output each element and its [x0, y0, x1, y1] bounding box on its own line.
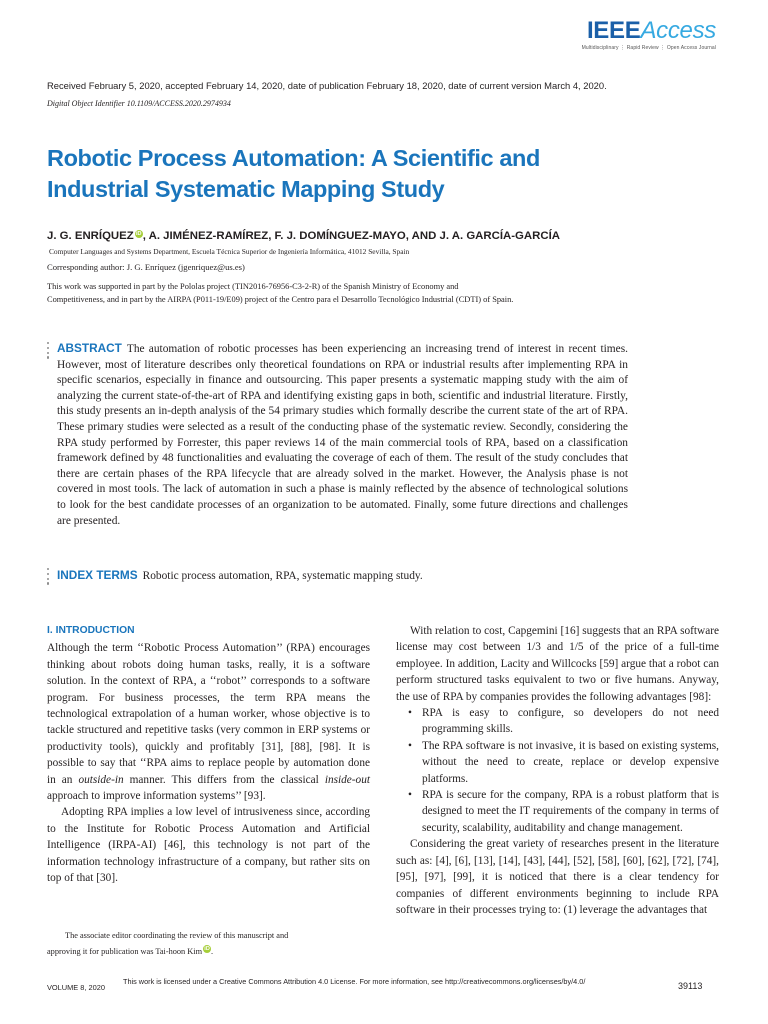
abstract-text: The automation of robotic processes has been experiencing an increasing trend of interest in recent times. However, most of literature describes only theoretical foundations on RPA or industrial results after implementing RPA in specific scenarios, especially in finance and outsourcing. This paper presents a systematic mapping study with the aim of analyzing the current state-of-the-art of RPA and identifying existing gaps in both, scientific and industrial literature. Firstly, this study presents an in-depth analysis of the 54 primary studies which formally describe the current state of the art of RPA. These primary studies were selected as a result of the conducting phase of the systematic review. Secondly, considering the RPA study performed by Forrester, this paper reviews 14 of the main commercial tools of RPA, based on a classification framework defined by 48 functionalities and evaluating the coverage of each of them. The result of the study concludes that there are certain phases of the RPA lifecycle that are already solved in the market. However, the Analysis phase is not covered in most tools. The lack of automation in such a phase is mainly reflected by the absence of technological solutions to look for the best candidate processes of an organization to be automated. Finally, some future directions and challenges are presented.: [57, 343, 628, 527]
intro-p1-emphasis-2: inside-out: [324, 773, 370, 786]
footnote-line-2: approving it for publication was Tai-hoon Kim iD.: [47, 946, 214, 957]
intro-paragraph-1: [47, 640, 370, 804]
intro-p1-part-c: approach to improve information systems’’ [93].: [47, 790, 266, 803]
affiliation: Computer Languages and Systems Department, Escuela Técnica Superior de Ingeniería Informática, 41012 Sevilla, Spain: [49, 247, 410, 256]
logo-ieee-text: IEEE: [586, 17, 641, 44]
index-terms-text: Robotic process automation, RPA, systematic mapping study.: [142, 570, 423, 582]
logo-access-text: Access: [640, 17, 716, 44]
editor-footnote: [47, 928, 370, 961]
funding-note: [47, 280, 647, 306]
left-column: [47, 623, 370, 887]
page-number: 39113: [678, 981, 703, 991]
index-terms-dots-icon: [47, 568, 50, 587]
authors: [47, 230, 560, 242]
right-paragraph-2: Considering the great variety of researches present in the literature such as: [4], [6], [13], [14], [43], [44], [52], [58], [60], [62], [72], [74], [95], [97], [99], it is noticed that there is a clear tendency for companies of different environments beginning to include RPA software in their processes trying to: (1) leverage the advantages that: [396, 838, 719, 916]
advantage-bullet: • RPA is easy to configure, so developers do not need programming skills.: [396, 705, 719, 738]
paper-title: [47, 143, 687, 205]
funding-line-2: Competitiveness, and in part by the AIRPA (P011-19/E09) project of the Centro para el Desarrollo Tecnológico Industrial (CDTI) of Spain.: [47, 295, 514, 304]
funding-line-1: This work was supported in part by the Pololas project (TIN2016-76956-C3-2-R) of the Spanish Ministry of Economy and: [47, 282, 459, 291]
license-note: This work is licensed under a Creative Commons Attribution 4.0 License. For more information, see http://creativecommons.org/licenses/by/4.0/: [123, 977, 586, 986]
right-paragraph-1: With relation to cost, Capgemini [16] suggests that an RPA software license may cost between 1/3 and 1/5 of the price of a full-time employee. In addition, Lacity and Willcocks [59] argue that a robot can perform structured tasks equivalent to two or five humans. Anyway, the use of RPA by companies provides the following advantages [98]:: [396, 625, 719, 703]
corresponding-author: Corresponding author: J. G. Enríquez (jgenriquez@us.es): [47, 262, 245, 272]
footnote-line-1: The associate editor coordinating the review of this manuscript and: [65, 931, 289, 940]
title-line-2: Industrial Systematic Mapping Study: [47, 176, 445, 202]
intro-p1-part-a: Although the term ‘‘Robotic Process Automation’’ (RPA) encourages thinking about robots doing human tasks, really, it is a software solution. In the context of RPA, a ‘‘robot’’ corresponds to a software program. For business processes, the term RPA means the technological extrapolation of a human worker, whose objective is to tackle structured and repetitive tasks (very common in ERP systems or productivity tools), quickly and profitably [31], [88], [98]. It is possible to say that ‘‘RPA aims to replace people by automation done in an: [47, 642, 370, 786]
received-dates: Received February 5, 2020, accepted February 14, 2020, date of publication February 18, 2020, date of current version March 4, 2020.: [47, 80, 607, 91]
footnote-line-2-text: approving it for publication was Tai-hoon Kim: [47, 947, 203, 957]
section-heading-introduction: I. INTRODUCTION: [47, 625, 135, 636]
title-line-1: Robotic Process Automation: A Scientific and: [47, 145, 540, 171]
doi: Digital Object Identifier 10.1109/ACCESS.2020.2974934: [47, 99, 231, 108]
intro-p1-emphasis-1: outside-in: [78, 773, 124, 786]
volume-label: VOLUME 8, 2020: [47, 983, 105, 992]
orcid-icon[interactable]: iD: [204, 946, 210, 953]
intro-p1-part-b: manner. This differs from the classical: [123, 773, 325, 786]
orcid-icon[interactable]: iD: [135, 231, 142, 237]
index-terms-label: INDEX TERMS: [57, 568, 138, 582]
abstract-label: ABSTRACT: [57, 341, 122, 355]
journal-logo: [582, 18, 716, 51]
intro-paragraph-2: Adopting RPA implies a low level of intrusiveness since, according to the Institute for Robotic Process Automation and Artificial Intelligence (IRPA-AI) [46], this technology is not part of the information technology infrastructure of a company, but rather sits on top of that [30].: [47, 806, 370, 885]
index-terms: [57, 567, 423, 584]
logo-tagline: Multidisciplinary ⋮ Rapid Review ⋮ Open Access Journal: [581, 45, 716, 51]
abstract: [57, 341, 628, 529]
advantage-bullet: • RPA is secure for the company, RPA is a robust platform that is designed to meet the IT requirements of the company in terms of security, scalability, auditability and change management.: [396, 787, 719, 836]
right-column: [396, 623, 719, 918]
advantage-bullet: • The RPA software is not invasive, it is based on existing systems, without the need to create, replace or develop expensive platforms.: [396, 738, 719, 787]
author-rest: , A. JIMÉNEZ-RAMÍREZ, F. J. DOMÍNGUEZ-MAYO, AND J. A. GARCÍA-GARCÍA: [142, 230, 560, 242]
author-first: J. G. ENRÍQUEZ: [47, 230, 134, 242]
abstract-dots-icon: [47, 342, 50, 361]
